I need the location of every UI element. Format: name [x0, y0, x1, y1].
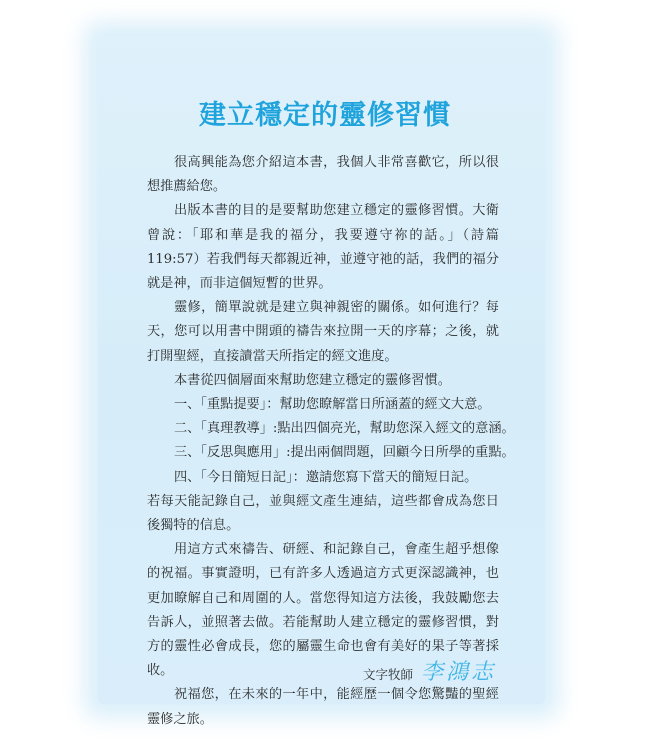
preface-body: [147, 151, 515, 732]
list-item: 四、「今日簡短日記」：邀請您寫下當天的簡短日記。: [174, 469, 478, 485]
paragraph: 靈修，簡單說就是建立與神親密的關係。如何進行？每天，您可以用書中開頭的禱告來拉開一天的序幕；之後，就打開聖經，直接讀當天所指定的經文進度。: [147, 300, 499, 364]
signature-name: 李鴻志: [420, 660, 496, 685]
paragraph: 祝福您，在未來的一年中，能經歷一個令您驚豔的聖經靈修之旅。: [147, 687, 499, 727]
paragraph: 若每天能記錄自己，並與經文產生連結，這些都會成為您日後獨特的信息。: [147, 493, 499, 534]
paragraph: 出版本書的目的是要幫助您建立穩定的靈修習慣。大衛曾說：「耶和華是我的福分，我要遵守祢的話。」（詩篇119:57）若我們每天都親近神，並遵守祂的話，我們的福分就是神，而非這個短暫的世界。: [147, 203, 499, 292]
list-item: 一、「重點提要」：幫助您瞭解當日所涵蓋的經文大意。: [174, 397, 491, 413]
paragraph: 很高興能為您介紹這本書，我個人非常喜歡它，所以很想推薦給您。: [147, 155, 499, 195]
paragraph: 用這方式來禱告、研經、和記錄自己，會產生超乎想像的祝福。事實證明，已有許多人透過這方式更深認識神，也更加瞭解自己和周圍的人。當您得知這方法後，我鼓勵您去告訴人，並照著去做。若能幫助人建立穩定的靈修習慣，對方的靈性必會成長，您的屬靈生命也會有美好的果子等著採收。: [147, 542, 499, 679]
page-title: 建立穩定的靈修習慣: [199, 100, 451, 132]
list-item: 三、「反思與應用」:提出兩個問題，回顧今日所學的重點。: [174, 445, 515, 461]
list-item: 二、「真理教導」:點出四個亮光，幫助您深入經文的意涵。: [174, 421, 515, 437]
signature: [363, 655, 496, 686]
signature-role: 文字牧師: [362, 667, 413, 682]
paragraph: 本書從四個層面來幫助您建立穩定的靈修習慣。: [174, 372, 451, 388]
